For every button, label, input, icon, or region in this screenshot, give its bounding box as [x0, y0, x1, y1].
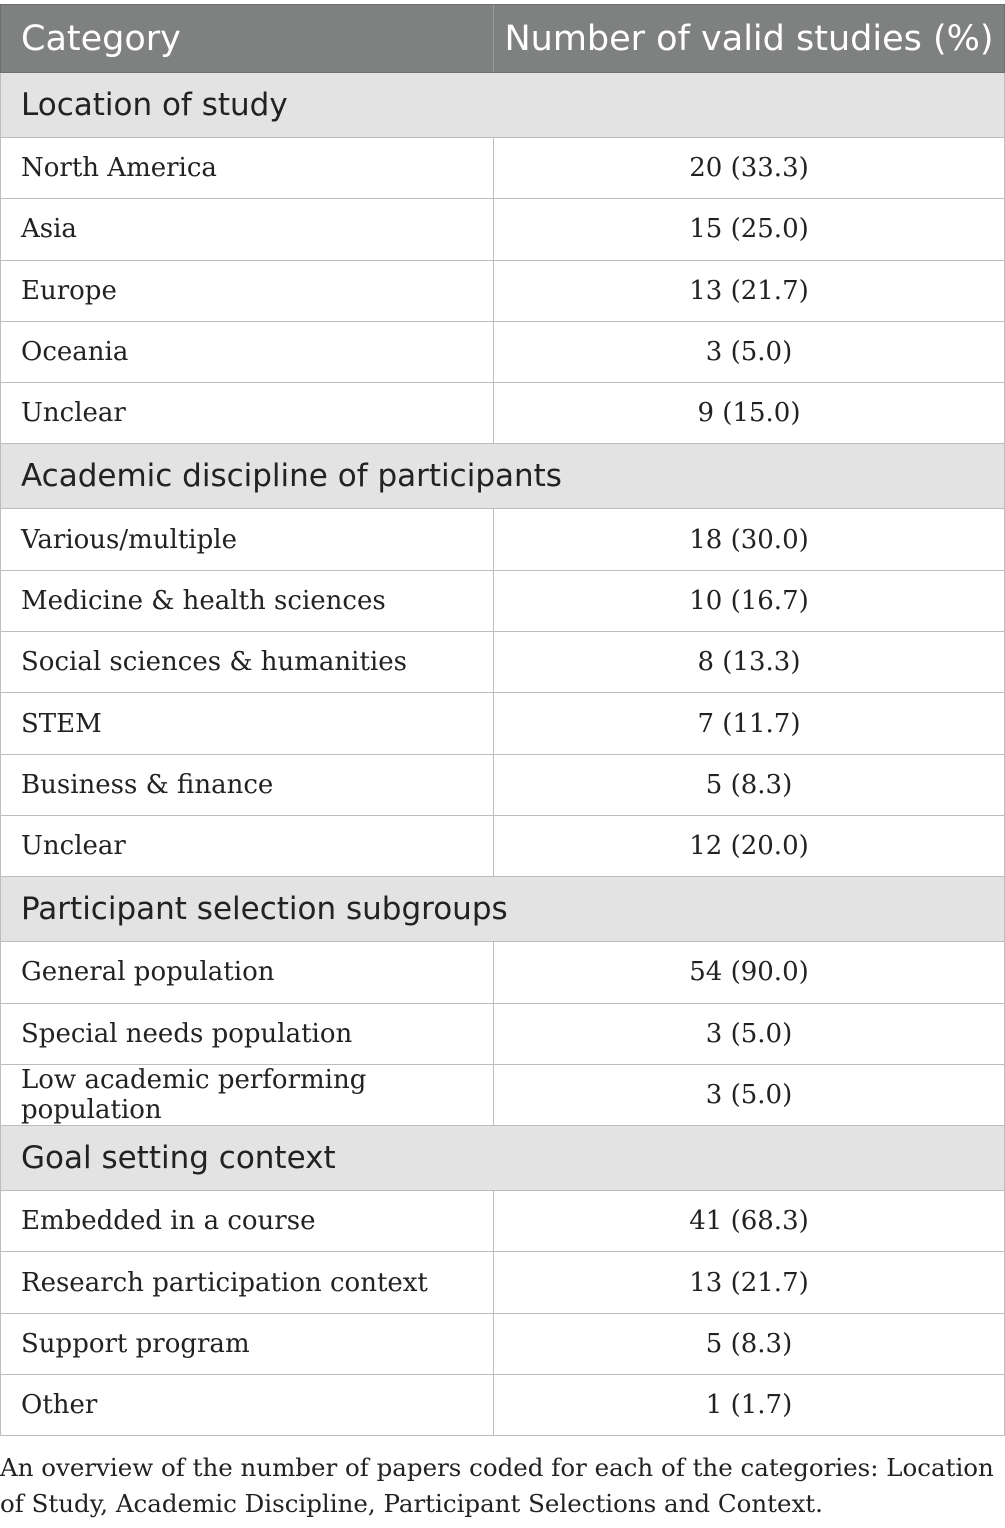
row-label: Various/multiple	[1, 509, 494, 569]
table-row	[0, 509, 1005, 570]
row-label: Embedded in a course	[1, 1191, 494, 1251]
table-body	[0, 73, 1005, 1436]
table-row	[0, 199, 1005, 260]
row-label: Oceania	[1, 322, 494, 382]
row-value: 3 (5.0)	[705, 1018, 793, 1049]
table-row	[0, 693, 1005, 754]
table-row	[0, 816, 1005, 877]
section-header: Goal setting context	[0, 1126, 1005, 1191]
row-value: 8 (13.3)	[697, 647, 801, 678]
table-row	[0, 755, 1005, 816]
row-label: Unclear	[1, 816, 494, 876]
row-value: 15 (25.0)	[689, 214, 809, 245]
header-number-of-valid-studies: Number of valid studies (%)	[504, 18, 994, 59]
row-value: 9 (15.0)	[697, 398, 801, 429]
row-value: 1 (1.7)	[705, 1390, 793, 1421]
table-row	[0, 571, 1005, 632]
row-label: North America	[1, 138, 494, 198]
row-label: Support program	[1, 1314, 494, 1374]
table-caption: An overview of the number of papers coded for each of the categories: Location of Study, Academic Discipline, Participant Selections and Context.	[0, 1453, 994, 1518]
row-label: Other	[1, 1375, 494, 1435]
row-label: Europe	[1, 261, 494, 321]
row-label: Special needs population	[1, 1004, 494, 1064]
row-label: Unclear	[1, 383, 494, 443]
table-row	[0, 322, 1005, 383]
studies-table	[0, 4, 1005, 1436]
row-value: 12 (20.0)	[689, 831, 809, 862]
row-value: 18 (30.0)	[689, 524, 809, 555]
table-row	[0, 1314, 1005, 1375]
row-label: STEM	[1, 693, 494, 753]
row-value: 10 (16.7)	[689, 585, 809, 616]
table-row	[0, 1065, 1005, 1126]
row-value: 5 (8.3)	[705, 769, 793, 800]
row-value: 7 (11.7)	[697, 708, 801, 739]
table-row	[0, 1191, 1005, 1252]
section-header: Location of study	[0, 73, 1005, 138]
table-row	[0, 942, 1005, 1003]
row-label: Medicine & health sciences	[1, 571, 494, 631]
row-value: 3 (5.0)	[705, 337, 793, 368]
table-row	[0, 138, 1005, 199]
row-label: Asia	[1, 199, 494, 259]
row-label: Low academic performing population	[1, 1065, 494, 1125]
row-value: 54 (90.0)	[689, 957, 809, 988]
row-value: 20 (33.3)	[689, 153, 809, 184]
section-header: Academic discipline of participants	[0, 444, 1005, 509]
row-value: 13 (21.7)	[689, 275, 809, 306]
row-value: 3 (5.0)	[705, 1080, 793, 1110]
row-value: 13 (21.7)	[689, 1267, 809, 1298]
row-value: 41 (68.3)	[689, 1206, 809, 1237]
row-label: General population	[1, 942, 494, 1002]
header-category: Category	[1, 5, 494, 72]
row-value: 5 (8.3)	[705, 1328, 793, 1359]
table-row	[0, 383, 1005, 444]
table-header	[0, 4, 1005, 73]
row-label: Business & finance	[1, 755, 494, 815]
table-row	[0, 1004, 1005, 1065]
table-row	[0, 1252, 1005, 1313]
row-label: Social sciences & humanities	[1, 632, 494, 692]
row-label: Research participation context	[1, 1252, 494, 1312]
section-header: Participant selection subgroups	[0, 877, 1005, 942]
table-row	[0, 261, 1005, 322]
table-row	[0, 632, 1005, 693]
table-row	[0, 1375, 1005, 1436]
